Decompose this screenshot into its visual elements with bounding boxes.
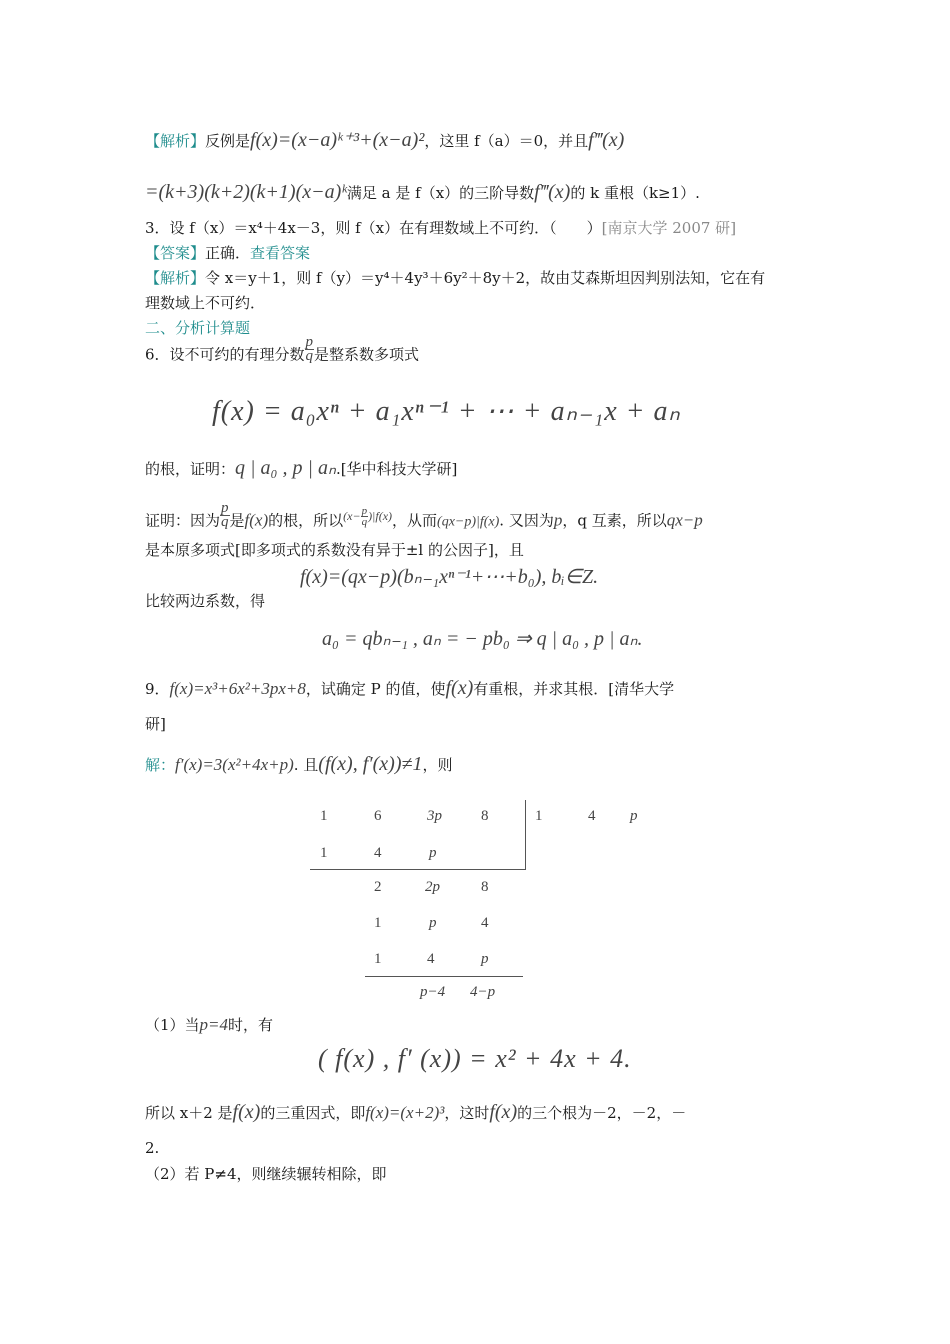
table-cell: 4: [374, 845, 382, 861]
proof-formula-1: f(x)=(qx−p)(bₙ₋₁xⁿ⁻¹+⋯+b₀), bᵢ∈Z.: [300, 566, 599, 588]
case-1-line-3: 2.: [145, 1139, 160, 1157]
proof-formula-2: a₀ = qbₙ₋₁ , aₙ = − pb₀ ⇒ q | a₀ , p | aₙ.: [322, 628, 643, 650]
frac-num: p: [221, 500, 229, 516]
table-cell: p−4: [420, 984, 446, 1000]
frac-den: q: [361, 516, 368, 529]
formula: f‴(x): [534, 181, 571, 203]
proof-line-3: 比较两边系数，得: [145, 592, 266, 610]
table-cell: p: [429, 845, 437, 861]
proof-text: ，q 互素，所以: [562, 511, 667, 530]
table-divider-1: [310, 869, 526, 870]
analysis-tag: 【解析】: [145, 269, 206, 287]
analysis-tag: 【解析】: [145, 132, 206, 150]
table-cell: 3p: [427, 808, 442, 824]
table-divider-vertical: [525, 800, 526, 869]
table-cell: 8: [481, 879, 489, 895]
formula: (qx−p)|f(x): [437, 514, 500, 530]
case-2-line: （2）若 P≠4，则继续辗转相除，即: [145, 1165, 387, 1183]
question-source: [南京大学 2007 研]: [601, 219, 737, 237]
formula: f‴(x): [588, 129, 625, 151]
table-cell: 2: [374, 879, 382, 895]
proof-text: . 又因为: [499, 511, 554, 530]
table-cell: 4−p: [470, 984, 496, 1000]
formula: f(x)=(x−a)ᵏ⁺³+(x−a)²: [250, 129, 425, 151]
question-text: 9．: [145, 680, 170, 698]
solution-tag: 解：: [145, 756, 176, 774]
case-text: ，这时: [444, 1104, 490, 1122]
question-source: .[华中科技大学研]: [335, 460, 458, 478]
question-text: 的根，证明：: [145, 460, 236, 478]
table-cell: 6: [374, 808, 382, 824]
formula: f(x): [232, 1101, 261, 1123]
formula: f(x)=x³+6x²+3px+8: [169, 679, 306, 698]
table-cell: p: [630, 808, 638, 824]
question-text: 有重根，并求其根．[清华大学: [473, 680, 675, 698]
question-text: 3．设 f（x）＝x⁴＋4x－3，则 f（x）在有理数域上不可约．（ ）: [145, 219, 602, 237]
formula: =(k+3)(k+2)(k+1)(x−a)ᵏ: [145, 181, 347, 203]
case-1-line-1: [145, 1015, 273, 1035]
table-cell: 1: [374, 915, 382, 931]
formula: f(x): [445, 677, 474, 699]
case-text: 时，有: [228, 1016, 274, 1034]
formula: f(x): [244, 510, 269, 530]
case-text: 的三重因式，即: [260, 1104, 366, 1122]
table-cell: 1: [320, 845, 328, 861]
table-cell: p: [481, 951, 489, 967]
view-answer-link[interactable]: 查看答案: [250, 244, 311, 262]
proof-text: 的根，所以: [268, 511, 344, 530]
table-divider-2: [365, 976, 523, 977]
q3-analysis-line-2: 理数域上不可约．: [145, 294, 266, 312]
proof-text: 是: [229, 511, 245, 530]
table-cell: 1: [535, 808, 543, 824]
frac-num: p: [305, 334, 314, 350]
polynomial-formula: f(x) = a₀xⁿ + a₁xⁿ⁻¹ + ⋯ + aₙ₋₁x + aₙ: [212, 396, 681, 427]
formula: f′(x)=3(x²+4x+p): [175, 755, 294, 774]
proof-text: ，从而: [392, 511, 438, 530]
formula-part: (x−: [343, 508, 361, 523]
table-cell: 1: [374, 951, 382, 967]
question-9-line-2: 研]: [145, 715, 166, 733]
table-cell: 4: [481, 915, 489, 931]
table-cell: 1: [320, 808, 328, 824]
solution-text: ，则: [422, 756, 453, 774]
question-text: 6．设不可约的有理分数: [145, 345, 305, 364]
question-text: ，试确定 P 的值，使: [305, 680, 446, 698]
solution-text: . 且: [293, 756, 319, 774]
formula: p=4: [199, 1015, 229, 1034]
table-cell: 8: [481, 808, 489, 824]
formula: q | a₀ , p | aₙ: [235, 457, 336, 479]
analysis-text: 令 x＝y＋1，则 f（y）＝y⁴＋4y³＋6y²＋8y＋2，故由艾森斯坦因判别法知，它在有: [205, 269, 766, 287]
frac-den: q: [221, 514, 229, 530]
formula: (f(x), f′(x))≠1: [318, 753, 423, 775]
section-title: 二、分析计算题: [145, 319, 251, 337]
gcd-formula: ( f(x) , f′ (x)) = x² + 4x + 4.: [318, 1044, 632, 1073]
formula: qx−p: [666, 510, 703, 530]
formula: f(x)=(x+2)³: [365, 1103, 445, 1122]
table-cell: 2p: [425, 879, 440, 895]
proof-text: 证明：因为: [145, 511, 221, 530]
frac-num: p: [361, 505, 368, 518]
formula: f(x): [489, 1101, 518, 1123]
case-1-line-2: [145, 1102, 686, 1123]
case-text: 所以 x＋2 是: [145, 1104, 233, 1122]
table-cell: p: [429, 915, 437, 931]
formula-part: )|f(x): [368, 508, 393, 523]
answer-text: 正确．: [205, 244, 251, 262]
case-text: 的三个根为－2，－2，－: [517, 1104, 687, 1122]
analysis-text: 满足 a 是 f（x）的三阶导数: [346, 184, 535, 202]
analysis-text: ，这里 f（a）＝0，并且: [424, 132, 589, 150]
proof-line-2: 是本原多项式[即多项式的系数没有异于±l 的公因子]，且: [145, 541, 524, 559]
table-cell: 4: [588, 808, 596, 824]
analysis-text: 反例是: [205, 132, 251, 150]
case-text: （1）当: [145, 1016, 200, 1034]
question-text: 是整系数多项式: [314, 345, 420, 364]
formula: p: [553, 510, 563, 530]
answer-tag: 【答案】: [145, 244, 206, 262]
table-cell: 4: [427, 951, 435, 967]
frac-den: q: [305, 348, 314, 364]
analysis-text: 的 k 重根（k≥1）.: [570, 184, 700, 202]
